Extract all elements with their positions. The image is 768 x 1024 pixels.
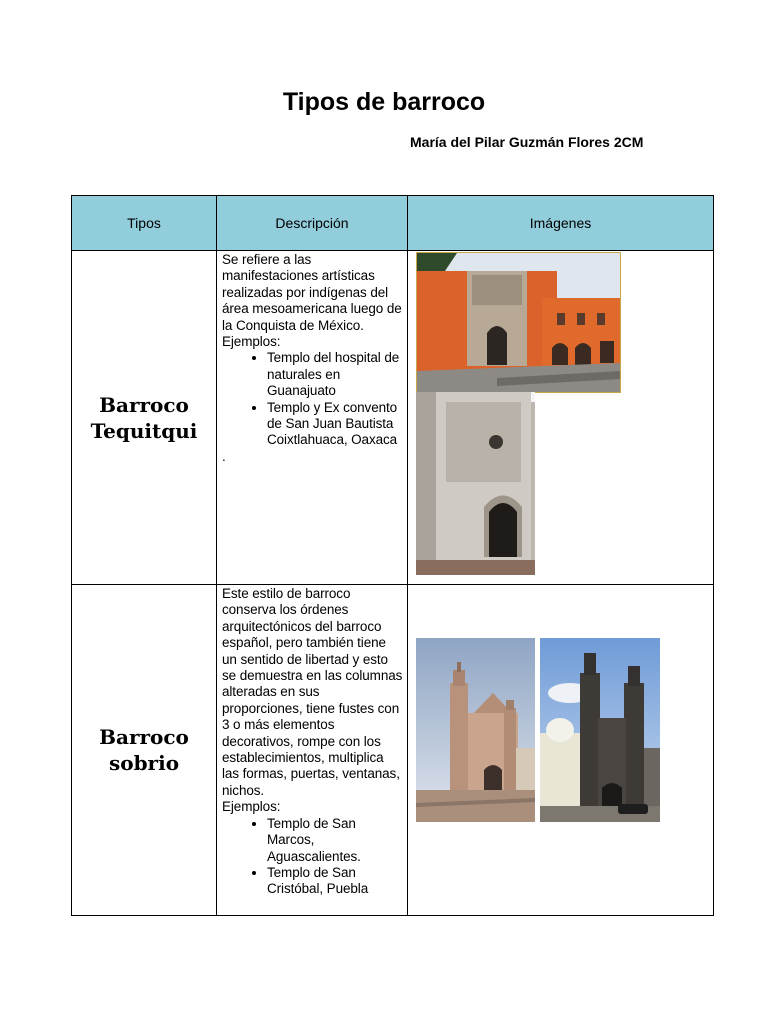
examples-list (222, 816, 403, 898)
photo-hospital-naturales (416, 252, 621, 393)
list-item: • Templo del hospital de naturales en Guanajuato (267, 350, 403, 399)
description-cell (217, 251, 408, 585)
description-cell (217, 585, 408, 916)
description-tail: . (222, 448, 226, 464)
page-title: Tipos de barroco (282, 88, 486, 116)
header-tipos: Tipos (72, 196, 217, 251)
table-row (72, 251, 714, 585)
tipo-name: Barroco Tequitqui (90, 392, 198, 443)
tipo-name: Barroco sobrio (99, 725, 189, 775)
list-item: • Templo de San Marcos, Aguascalientes. (267, 816, 403, 865)
author-line: María del Pilar Guzmán Flores 2CM (410, 134, 644, 150)
barroco-table (71, 195, 714, 916)
photo-san-marcos (416, 638, 535, 822)
table-header-row (72, 196, 714, 251)
examples-label: Ejemplos: (222, 799, 281, 815)
description-text: Este estilo de barroco conserva los órdenes arquitectónicos del barroco español, pero también tiene un sentido de libertad y esto se demuestra en las columnas alteradas en sus proporciones, tiene fustes con 3 o más elementos decorativos, rompe con los establecimientos, multiplica las formas, puertas, ventanas, nichos. (222, 586, 403, 798)
table-row (72, 585, 714, 916)
images-cell (408, 251, 714, 585)
tipo-cell (72, 251, 217, 585)
photo-coixtlahuaca (416, 392, 535, 575)
list-item: • Templo y Ex convento de San Juan Bautista Coixtlahuaca, Oaxaca (267, 400, 403, 449)
header-imagenes: Imágenes (408, 196, 714, 251)
tipo-cell (72, 585, 217, 916)
examples-list (222, 350, 403, 448)
header-descripcion: Descripción (217, 196, 408, 251)
images-cell (408, 585, 714, 916)
description-text: Se refiere a las manifestaciones artísticas realizadas por indígenas del área mesoamericana luego de la Conquista de México. (222, 252, 402, 333)
list-item: • Templo de San Cristóbal, Puebla (267, 865, 403, 898)
photo-san-cristobal (540, 638, 660, 822)
examples-label: Ejemplos: (222, 334, 281, 350)
